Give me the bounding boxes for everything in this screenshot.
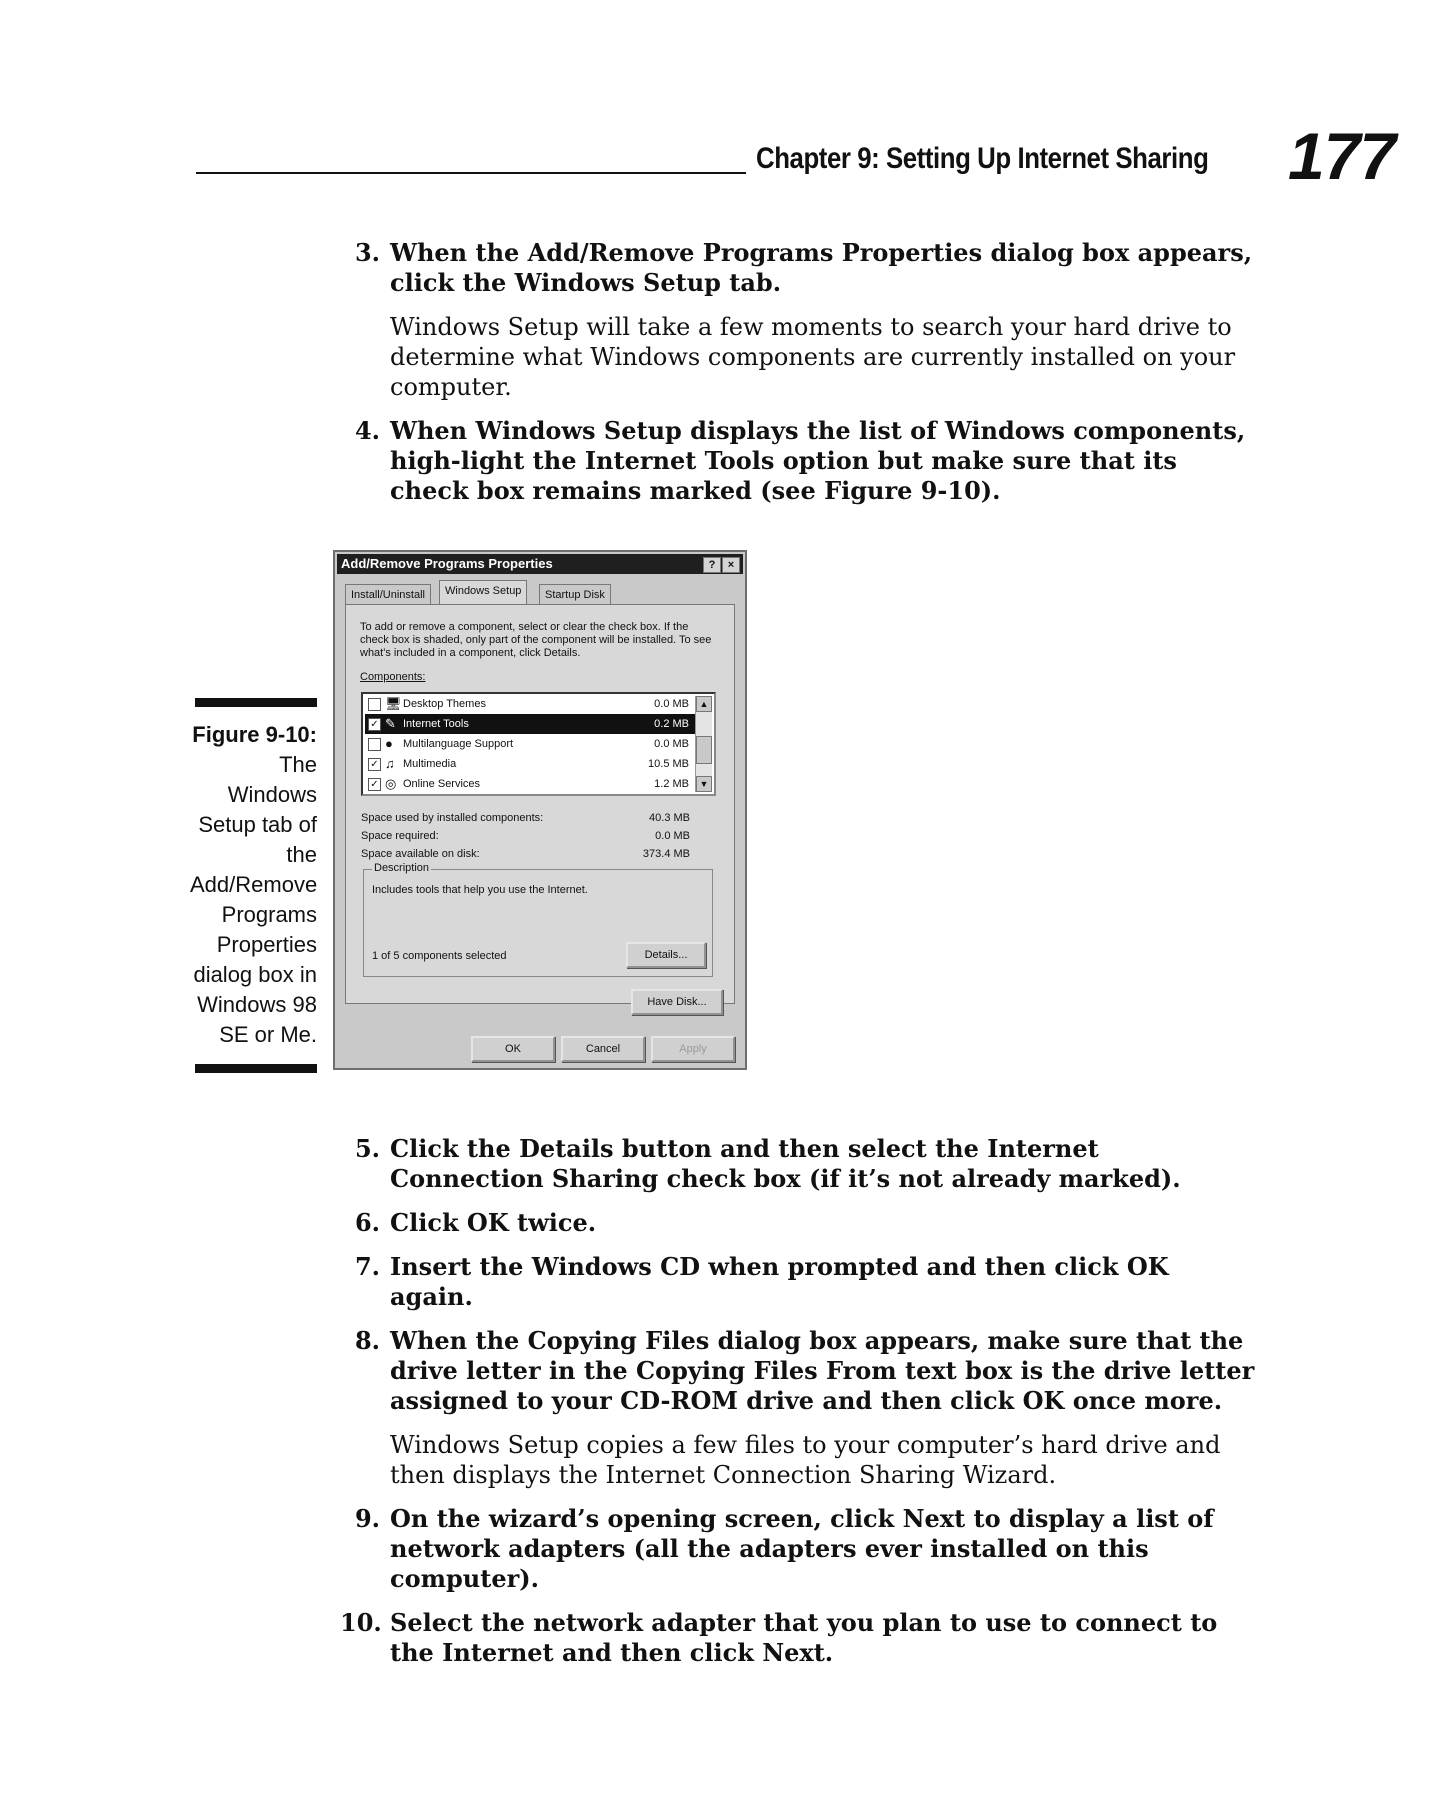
instructions-text: To add or remove a component, select or clear the check box. If the check box is shaded, only part of the component will be installed. To see what's included in a component, click Details. (360, 621, 712, 659)
step-5 (340, 1134, 1255, 1194)
list-item-multilanguage-support[interactable] (365, 734, 695, 754)
ok-button[interactable]: OK (471, 1036, 555, 1062)
step-8-explanation: Windows Setup copies a few files to your computer’s hard drive and then displays the Internet Connection Sharing Wizard. (390, 1431, 1221, 1489)
component-size: 0.0 MB (654, 698, 689, 710)
steps-top (340, 238, 1255, 520)
step-10 (340, 1608, 1255, 1668)
component-name: Desktop Themes (403, 698, 486, 710)
add-remove-programs-dialog (333, 550, 747, 1070)
checkbox-checked[interactable]: ✓ (368, 758, 381, 771)
scroll-thumb[interactable] (696, 736, 712, 764)
list-item-internet-tools[interactable] (365, 714, 695, 734)
multilanguage-icon: ● (385, 736, 393, 751)
figure-caption-text: The Windows Setup tab of the Add/Remove Programs Properties dialog box in Windows 98 SE or Me. (190, 752, 318, 1047)
caption-top-bar (195, 698, 317, 707)
list-item-multimedia[interactable] (365, 754, 695, 774)
step-text: Select the network adapter that you plan to use to connect to the Internet and then click Next. (390, 1608, 1218, 1667)
step-4 (340, 416, 1255, 506)
dialog-title: Add/Remove Programs Properties (341, 556, 553, 571)
component-name: Multimedia (403, 758, 457, 770)
multimedia-icon: ♫ (385, 756, 395, 771)
step-number: 3. (354, 238, 380, 267)
step-text: When Windows Setup displays the list of Windows components, high-light the Internet Tools option but make sure that its check box remains marked (see Figure 9-10). (390, 416, 1246, 505)
steps-bottom (340, 1134, 1255, 1682)
component-size: 0.0 MB (654, 738, 689, 750)
component-name: Internet Tools (403, 718, 469, 730)
step-number: 9. (354, 1504, 380, 1533)
scroll-down-arrow-icon[interactable]: ▼ (696, 776, 712, 792)
step-number: 7. (354, 1252, 380, 1281)
desktop-themes-icon: 🖥 (385, 696, 402, 711)
space-required-label: Space required: (361, 830, 439, 842)
component-name: Online Services (403, 778, 481, 790)
space-used-label: Space used by installed components: (361, 812, 544, 824)
step-3 (340, 238, 1255, 298)
components-label: Components: (360, 671, 426, 683)
list-scrollbar[interactable] (695, 696, 712, 792)
page-number: 177 (1288, 119, 1396, 193)
step-number: 10. (340, 1608, 382, 1637)
apply-button[interactable]: Apply (651, 1036, 735, 1062)
tab-startup-disk[interactable]: Startup Disk (539, 584, 611, 604)
step-8 (340, 1326, 1255, 1416)
figure-caption (190, 720, 317, 1050)
checkbox-unchecked[interactable] (368, 698, 381, 711)
checkbox-checked[interactable]: ✓ (368, 778, 381, 791)
step-text: When the Add/Remove Programs Properties dialog box appears, click the Windows Setup tab. (390, 238, 1253, 297)
list-item-online-services[interactable] (365, 774, 695, 794)
checkbox-unchecked[interactable] (368, 738, 381, 751)
component-size: 1.2 MB (654, 778, 689, 790)
cancel-button[interactable]: Cancel (561, 1036, 645, 1062)
caption-bottom-bar (195, 1064, 317, 1073)
step-text: Click the Details button and then select the Internet Connection Sharing check box (if it’s not already marked). (390, 1134, 1181, 1193)
component-size: 0.2 MB (654, 718, 689, 730)
step-text: On the wizard’s opening screen, click Next to display a list of network adapters (all the adapters ever installed on this computer). (390, 1504, 1214, 1593)
close-button[interactable]: × (722, 557, 740, 573)
description-label: Description (374, 862, 430, 874)
selected-count: 1 of 5 components selected (372, 950, 507, 962)
component-size: 10.5 MB (648, 758, 689, 770)
step-9 (340, 1504, 1255, 1594)
help-button[interactable]: ? (703, 557, 721, 573)
tab-install-uninstall[interactable]: Install/Uninstall (345, 584, 431, 604)
step-number: 5. (354, 1134, 380, 1163)
step-6 (340, 1208, 1255, 1238)
step-number: 8. (354, 1326, 380, 1355)
scroll-up-arrow-icon[interactable]: ▲ (696, 696, 712, 712)
step-text: Click OK twice. (390, 1208, 597, 1237)
tab-windows-setup[interactable]: Windows Setup (439, 580, 527, 605)
step-7 (340, 1252, 1255, 1312)
description-group (363, 862, 713, 977)
space-available-value: 373.4 MB (642, 848, 690, 860)
have-disk-button[interactable]: Have Disk... (631, 989, 723, 1015)
component-name: Multilanguage Support (403, 738, 514, 750)
step-text: Insert the Windows CD when prompted and then click OK again. (390, 1252, 1169, 1311)
step-text: When the Copying Files dialog box appears, make sure that the drive letter in the Copying Files From text box is the drive letter assigned to your CD-ROM drive and then click OK once more. (390, 1326, 1255, 1415)
list-item-desktop-themes[interactable] (365, 694, 695, 714)
header-rule (196, 172, 746, 174)
space-required-value: 0.0 MB (655, 830, 690, 842)
description-text: Includes tools that help you use the Internet. (372, 884, 588, 896)
space-available-label: Space available on disk: (361, 848, 480, 860)
step-number: 4. (354, 416, 380, 445)
chapter-title: Chapter 9: Setting Up Internet Sharing (756, 142, 1209, 175)
checkbox-checked[interactable]: ✓ (368, 718, 381, 731)
figure-label: Figure 9-10: (192, 722, 317, 747)
space-used-value: 40.3 MB (649, 812, 690, 824)
components-list[interactable] (361, 692, 716, 796)
step-3-explanation: Windows Setup will take a few moments to search your hard drive to determine what Windows components are currently installed on your computer. (390, 313, 1236, 401)
details-button[interactable]: Details... (626, 942, 706, 968)
online-services-icon: ◎ (385, 776, 397, 791)
dialog-titlebar (337, 554, 743, 574)
step-number: 6. (354, 1208, 380, 1237)
internet-tools-icon: ✎ (385, 716, 396, 731)
